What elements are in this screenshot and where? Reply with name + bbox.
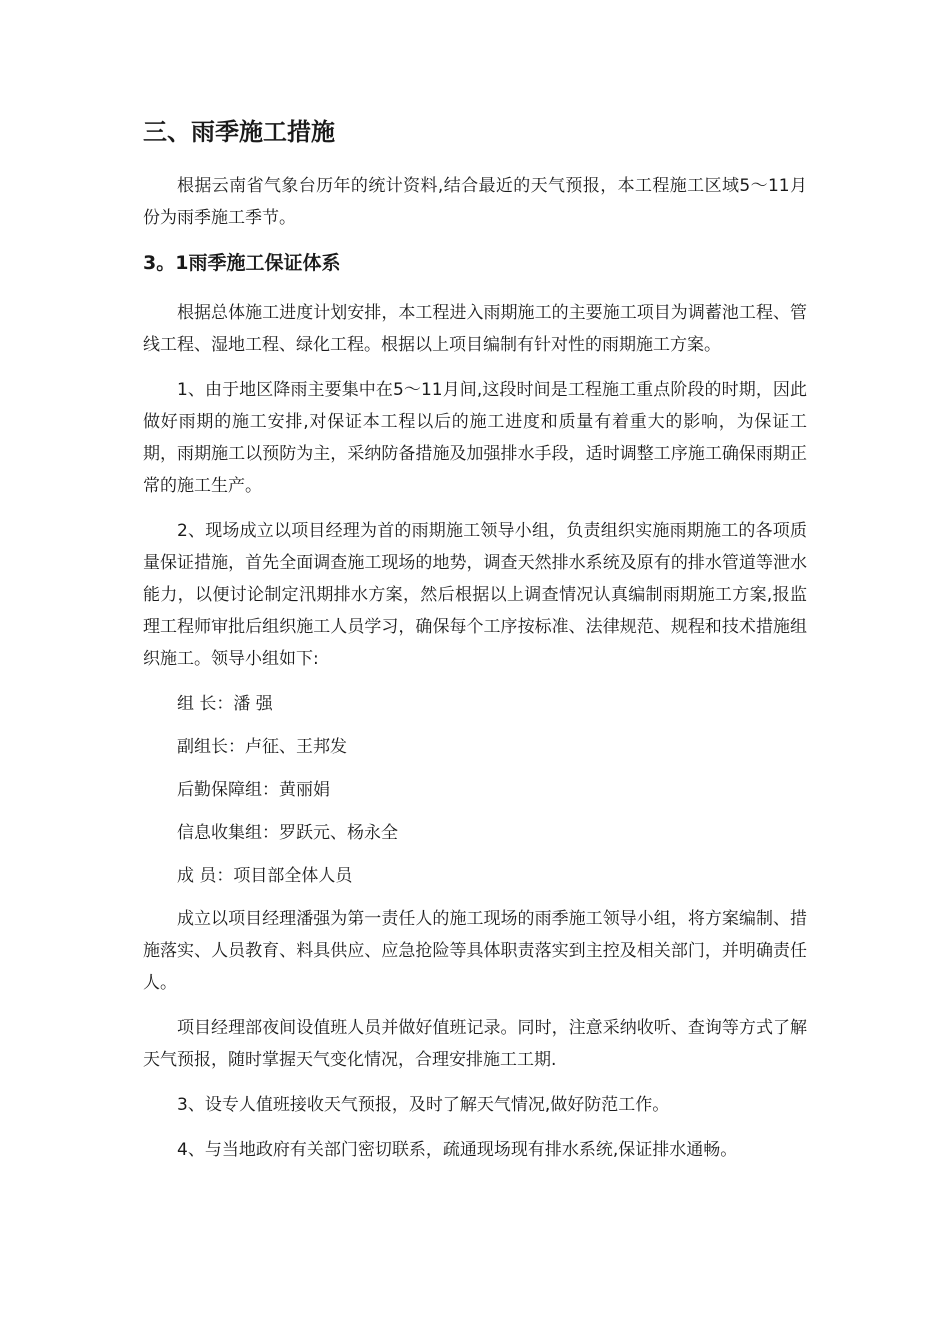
item-4-paragraph: 4、与当地政府有关部门密切联系，疏通现场现有排水系统,保证排水通畅。 [177, 1140, 738, 1160]
duty-paragraph: 项目经理部夜间设值班人员并做好值班记录。同时，注意采纳收听、查询等方式了解天气预报，随时掌握天气变化情况，合理安排施工工期. [143, 1018, 807, 1070]
section-title: 三、雨季施工措施 [143, 118, 335, 146]
roster-deputy: 副组长：卢征、王邦发 [177, 737, 347, 757]
roster-logistics: 后勤保障组：黄丽娟 [177, 780, 330, 800]
document-body [143, 112, 807, 1179]
overview-paragraph: 根据总体施工进度计划安排，本工程进入雨期施工的主要施工项目为调蓄池工程、管线工程、湿地工程、绿化工程。根据以上项目编制有针对性的雨期施工方案。 [143, 303, 807, 355]
item-1-paragraph: 1、由于地区降雨主要集中在5～11月间,这段时间是工程施工重点阶段的时期，因此做好雨期的施工安排,对保证本工程以后的施工进度和质量有着重大的影响，为保证工期，雨期施工以预防为主，采纳防备措施及加强排水手段，适时调整工序施工确保雨期正常的施工生产。 [143, 380, 807, 496]
roster-info: 信息收集组：罗跃元、杨永全 [177, 823, 398, 843]
intro-paragraph: 根据云南省气象台历年的统计资料,结合最近的天气预报，本工程施工区域5～11月份为雨季施工季节。 [143, 176, 807, 228]
team-paragraph: 成立以项目经理潘强为第一责任人的施工现场的雨季施工领导小组，将方案编制、措施落实、人员教育、料具供应、应急抢险等具体职责落实到主控及相关部门，并明确责任人。 [143, 909, 807, 993]
roster-members: 成 员：项目部全体人员 [177, 866, 353, 886]
roster-leader: 组 长：潘 强 [177, 694, 273, 714]
item-2-paragraph: 2、现场成立以项目经理为首的雨期施工领导小组，负责组织实施雨期施工的各项质量保证措施，首先全面调查施工现场的地势，调查天然排水系统及原有的排水管道等泄水能力，以便讨论制定汛期排水方案，然后根据以上调查情况认真编制雨期施工方案,报监理工程师审批后组织施工人员学习，确保每个工序按标准、法律规范、规程和技术措施组织施工。领导小组如下: [143, 521, 807, 669]
item-3-paragraph: 3、设专人值班接收天气预报，及时了解天气情况,做好防范工作。 [177, 1095, 670, 1115]
subsection-heading: 3。1雨季施工保证体系 [143, 252, 341, 274]
